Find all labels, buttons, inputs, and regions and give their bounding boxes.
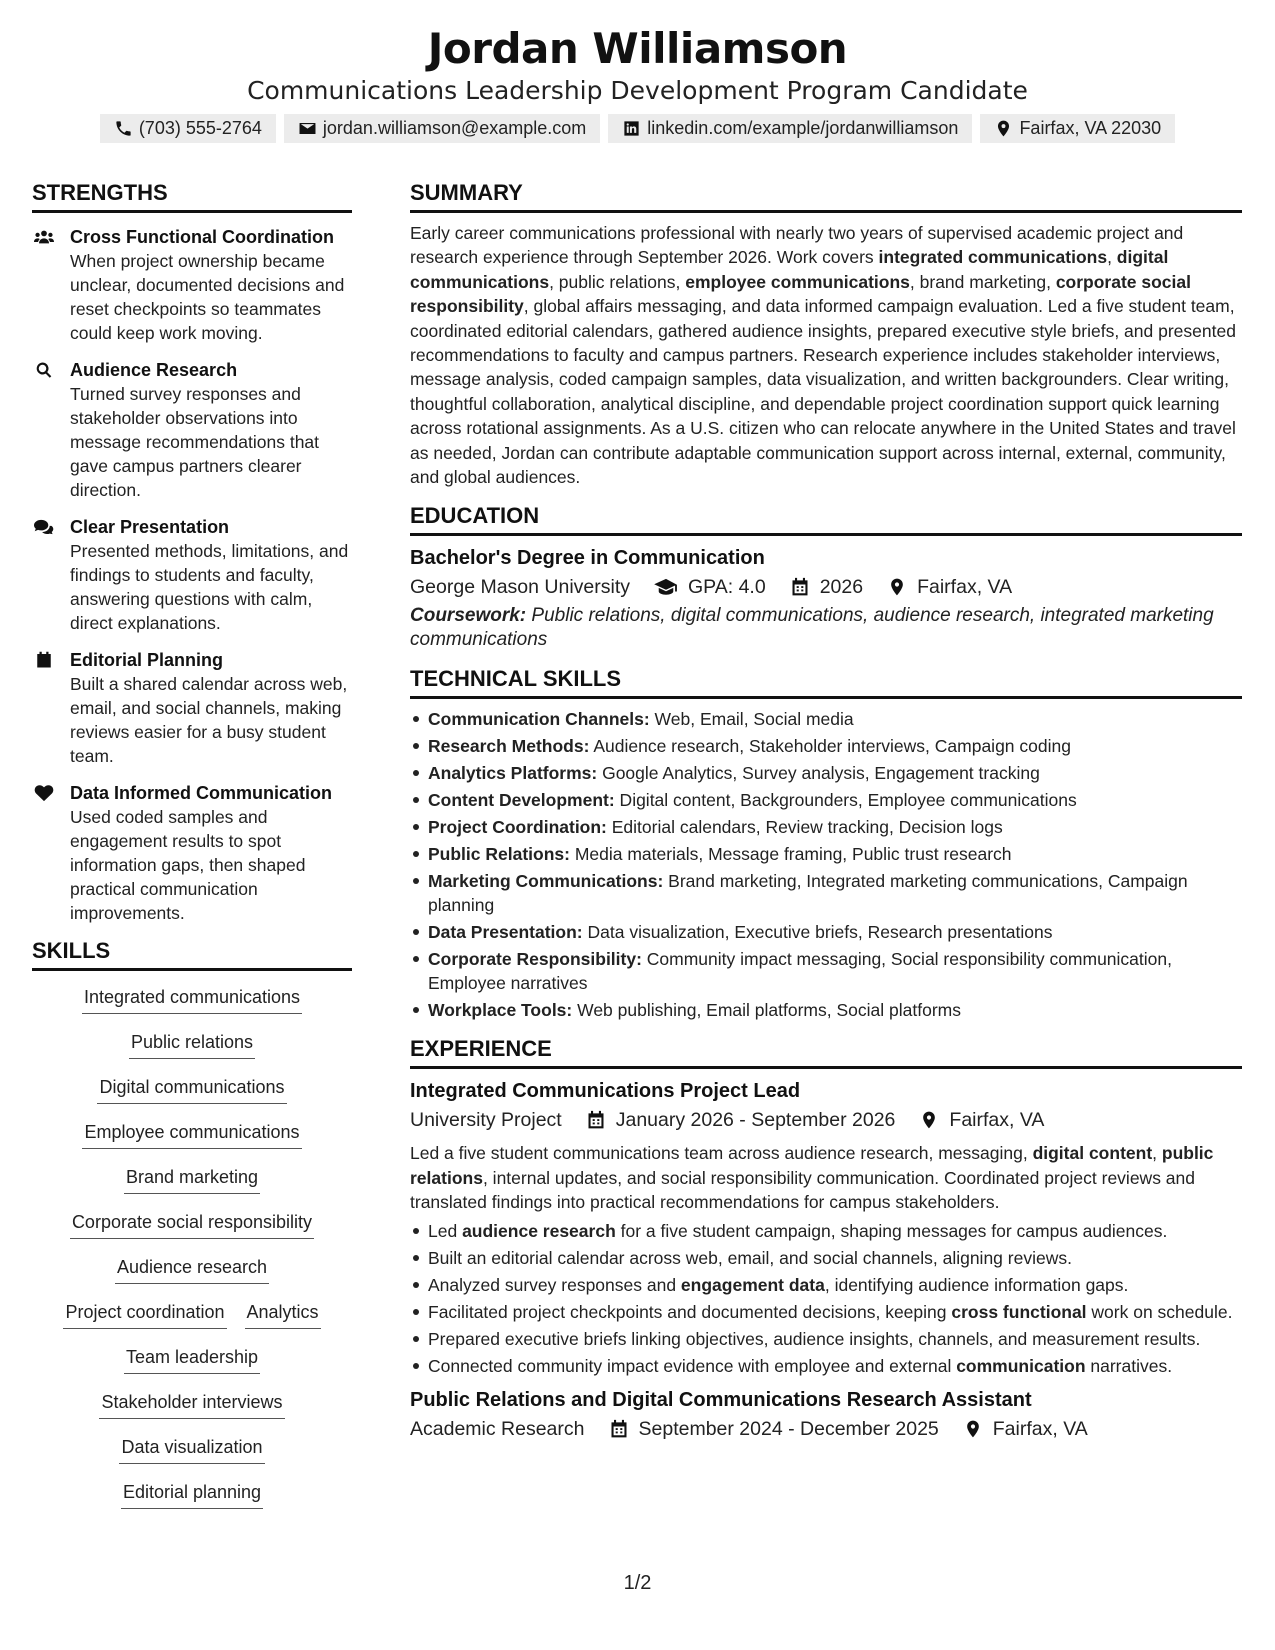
contact-row <box>0 114 1275 143</box>
list-item: Prepared executive briefs linking objectives, audience insights, channels, and measurement results. <box>428 1327 1242 1351</box>
map-pin-icon <box>994 119 1013 138</box>
strength-title: Editorial Planning <box>70 650 224 670</box>
job-meta <box>410 1105 1242 1135</box>
skill-tag: Brand marketing <box>124 1165 260 1194</box>
strength-title: Cross Functional Coordination <box>70 227 334 247</box>
skill-tag: Integrated communications <box>82 985 302 1014</box>
coursework-label: Coursework: <box>410 605 527 627</box>
strength-item <box>32 225 352 345</box>
list-item: Workplace Tools: Web publishing, Email platforms, Social platforms <box>428 998 1242 1022</box>
candidate-name: Jordan Williamson <box>427 24 848 73</box>
list-item: Communication Channels: Web, Email, Social media <box>428 707 1242 731</box>
phone-icon <box>114 119 133 138</box>
strength-title: Audience Research <box>70 360 238 380</box>
strength-text: When project ownership became unclear, documented decisions and reset checkpoints so teammates could keep work moving. <box>70 251 345 343</box>
organization: University Project <box>410 1109 562 1132</box>
contact-phone-text: (703) 555-2764 <box>138 118 262 138</box>
contact-location <box>980 114 1175 143</box>
calendar-icon <box>790 577 810 597</box>
left-column <box>32 180 352 1525</box>
resume-header <box>0 22 1275 143</box>
strength-text: Used coded samples and engagement results to spot information gaps, then shaped practical communication improvements. <box>70 807 306 923</box>
list-item: Project Coordination: Editorial calendars, Review tracking, Decision logs <box>428 815 1242 839</box>
education-meta <box>410 572 1242 602</box>
calendar-icon <box>586 1110 606 1130</box>
job-title: Public Relations and Digital Communications Research Assistant <box>410 1388 1032 1411</box>
summary-text: Early career communications professional with nearly two years of supervised academic project and research experience through September 2026. Work covers integrated communications, digital communications, public relations, employee communications, brand marketing, corporate social responsibility, global affairs messaging, and data informed campaign evaluation. Led a five student team, coordinated editorial calendars, gathered audience insights, prepared executive style briefs, and presented recommendations to faculty and campus partners. Research experience includes stakeholder interviews, message analysis, coded campaign samples, data visualization, and written backgrounders. Clear writing, thoughtful collaboration, analytical discipline, and dependable project coordination support quick learning across rotational assignments. As a U.S. citizen who can relocate anywhere in the United States and travel as needed, Jordan can contribute adaptable communication support across internal, external, community, and global audiences. <box>410 223 1236 488</box>
job-dates: January 2026 - September 2026 <box>615 1109 896 1132</box>
strength-title: Data Informed Communication <box>70 783 333 803</box>
list-item: Analytics Platforms: Google Analytics, Survey analysis, Engagement tracking <box>428 761 1242 785</box>
list-item: Content Development: Digital content, Backgrounders, Employee communications <box>428 788 1242 812</box>
experience-entry <box>410 1077 1242 1377</box>
skill-tag: Editorial planning <box>121 1480 263 1509</box>
skill-tag: Public relations <box>129 1030 255 1059</box>
calendar-icon <box>609 1419 629 1439</box>
job-location: Fairfax, VA <box>992 1417 1088 1440</box>
strength-item <box>32 515 352 635</box>
list-item: Led audience research for a five student campaign, shaping messages for campus audiences. <box>428 1219 1242 1243</box>
job-description: Led a five student communications team across audience research, messaging, digital content, public relations, internal updates, and social responsibility communication. Coordinated project reviews and translated findings into practical recommendations for campus stakeholders. <box>410 1143 1214 1213</box>
technical-skills-heading: TECHNICAL SKILLS <box>410 666 1242 699</box>
gpa-text: GPA: 4.0 <box>688 576 766 599</box>
comments-icon <box>34 518 54 536</box>
experience-heading: EXPERIENCE <box>410 1036 1242 1069</box>
skill-tag: Employee communications <box>82 1120 301 1149</box>
envelope-icon <box>298 119 317 138</box>
experience-entry <box>410 1386 1242 1444</box>
coursework-text: Public relations, digital communications, audience research, integrated marketing communications <box>410 605 1214 651</box>
graduation-year: 2026 <box>819 576 864 599</box>
page-number: 1/2 <box>623 1572 652 1594</box>
list-item: Connected community impact evidence with employee and external communication narratives. <box>428 1354 1242 1378</box>
job-dates: September 2024 - December 2025 <box>638 1417 939 1440</box>
search-icon <box>34 361 54 379</box>
contact-linkedin[interactable] <box>608 114 972 143</box>
job-meta <box>410 1414 1242 1444</box>
strength-text: Built a shared calendar across web, email, and social channels, making reviews easier for a busy student team. <box>70 674 348 766</box>
users-icon <box>34 228 54 246</box>
heart-icon <box>34 784 54 802</box>
job-location: Fairfax, VA <box>949 1109 1045 1132</box>
strength-text: Presented methods, limitations, and findings to students and faculty, answering questions with calm, direct explanations. <box>70 541 349 633</box>
coursework <box>410 604 1242 652</box>
skill-tag: Digital communications <box>97 1075 286 1104</box>
strength-item <box>32 648 352 768</box>
strength-title: Clear Presentation <box>70 517 230 537</box>
list-item: Facilitated project checkpoints and documented decisions, keeping cross functional work on schedule. <box>428 1300 1242 1324</box>
contact-email-text: jordan.williamson@example.com <box>322 118 587 138</box>
education-heading: EDUCATION <box>410 503 1242 536</box>
strength-item <box>32 358 352 502</box>
strengths-list <box>32 225 352 925</box>
list-item: Corporate Responsibility: Community impact messaging, Social responsibility communication, Employee narratives <box>428 947 1242 995</box>
contact-location-text: Fairfax, VA 22030 <box>1019 118 1162 138</box>
map-pin-icon <box>887 577 907 597</box>
list-item: Data Presentation: Data visualization, Executive briefs, Research presentations <box>428 920 1242 944</box>
organization: Academic Research <box>410 1417 585 1440</box>
education-location: Fairfax, VA <box>917 576 1013 599</box>
linkedin-icon <box>622 119 641 138</box>
skills-list <box>32 985 352 1525</box>
contact-phone[interactable] <box>100 114 276 143</box>
calendar-icon <box>34 651 54 669</box>
skill-tag: Corporate social responsibility <box>70 1210 314 1239</box>
skill-tag: Data visualization <box>119 1435 264 1464</box>
job-bullets <box>410 1219 1242 1378</box>
list-item: Research Methods: Audience research, Stakeholder interviews, Campaign coding <box>428 734 1242 758</box>
contact-linkedin-text: linkedin.com/example/jordanwilliamson <box>647 118 959 138</box>
degree-title: Bachelor's Degree in Communication <box>410 547 765 570</box>
skill-tag: Stakeholder interviews <box>99 1390 284 1419</box>
job-title: Integrated Communications Project Lead <box>410 1080 801 1103</box>
contact-email[interactable] <box>284 114 600 143</box>
map-pin-icon <box>963 1419 983 1439</box>
skill-tag: Analytics <box>245 1300 321 1329</box>
technical-skills-list <box>410 707 1242 1022</box>
education-entry <box>410 544 1242 652</box>
summary-heading: SUMMARY <box>410 180 1242 213</box>
strength-item <box>32 781 352 925</box>
skill-tag: Project coordination <box>63 1300 226 1329</box>
strengths-heading: STRENGTHS <box>32 180 352 213</box>
graduation-cap-icon <box>654 577 678 597</box>
candidate-tagline: Communications Leadership Development Program Candidate <box>247 76 1028 105</box>
map-pin-icon <box>919 1110 939 1130</box>
school-name: George Mason University <box>410 576 631 599</box>
skill-tag: Team leadership <box>124 1345 260 1374</box>
right-column <box>410 180 1242 1444</box>
strength-text: Turned survey responses and stakeholder observations into message recommendations that gave campus partners clearer direction. <box>70 384 320 500</box>
skills-heading: SKILLS <box>32 938 352 971</box>
list-item: Analyzed survey responses and engagement data, identifying audience information gaps. <box>428 1273 1242 1297</box>
list-item: Marketing Communications: Brand marketing, Integrated marketing communications, Campaign planning <box>428 869 1242 917</box>
list-item: Built an editorial calendar across web, email, and social channels, aligning reviews. <box>428 1246 1242 1270</box>
list-item: Public Relations: Media materials, Message framing, Public trust research <box>428 842 1242 866</box>
skill-tag: Audience research <box>115 1255 269 1284</box>
